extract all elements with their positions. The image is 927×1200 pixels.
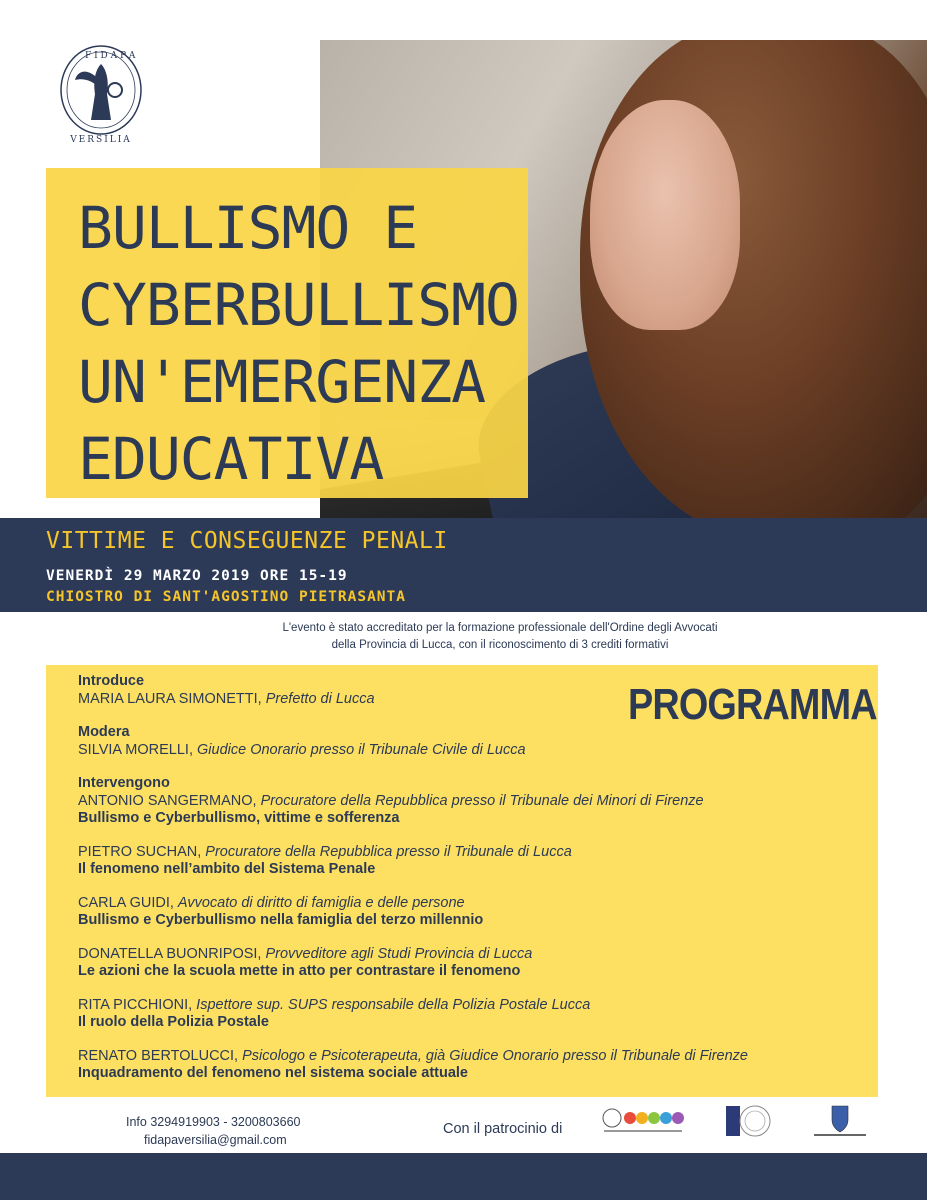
svg-text:F I D A P A: F I D A P A	[85, 51, 136, 61]
speaker-role: Prefetto di Lucca	[265, 690, 375, 707]
modera-label: Modera	[78, 724, 130, 740]
title-line-2: CYBERBULLISMO	[78, 271, 519, 339]
speaker-line	[78, 1048, 858, 1066]
speaker-topic: Bullismo e Cyberbullismo nella famiglia del terzo millennio	[78, 912, 484, 928]
speaker-line	[78, 844, 858, 862]
title-line-3: UN'EMERGENZA	[78, 348, 486, 416]
modera-line	[78, 742, 858, 760]
speaker-name: ANTONIO SANGERMANO,	[78, 792, 261, 809]
list-item	[78, 895, 858, 930]
email-link[interactable]: fidapaversilia@gmail.com	[144, 1133, 287, 1147]
footer-band	[0, 1153, 927, 1200]
intervengono-label: Intervengono	[78, 775, 170, 791]
phone-numbers: Info 3294919903 - 3200803660	[126, 1115, 301, 1129]
svg-text:VERSILIA: VERSILIA	[70, 135, 132, 144]
list-item	[78, 946, 858, 981]
speaker-name: SILVIA MORELLI,	[78, 741, 198, 758]
list-item	[78, 844, 858, 879]
list-item	[78, 775, 858, 828]
note-line-1: L'evento è stato accreditato per la formazione professionale dell'Ordine degli Avvocati	[282, 622, 718, 634]
hand-shape	[590, 100, 740, 330]
speaker-line	[78, 997, 858, 1015]
list-item	[78, 673, 858, 708]
speaker-line	[78, 895, 858, 913]
list-item	[78, 1048, 858, 1083]
title-line-1: BULLISMO E	[78, 194, 418, 262]
note-line-2: della Provincia di Lucca, con il riconoscimento di 3 crediti formativi	[331, 639, 669, 651]
info-band	[0, 518, 927, 612]
speaker-topic: Il ruolo della Polizia Postale	[78, 1014, 269, 1030]
miur-logo	[603, 1109, 684, 1132]
speaker-name: CARLA GUIDI,	[78, 894, 178, 911]
speaker-role: Provveditore agli Studi Provincia di Lucca	[265, 945, 533, 962]
introduce-label: Introduce	[78, 673, 145, 689]
speaker-role: Psicologo e Psicoterapeuta, già Giudice Onorario presso il Tribunale di Firenze	[242, 1047, 748, 1064]
speaker-line	[78, 946, 858, 964]
event-subtitle: VITTIME E CONSEGUENZE PENALI	[46, 528, 448, 554]
list-item	[78, 997, 858, 1032]
speaker-role: Procuratore della Repubblica presso il Tribunale di Lucca	[205, 843, 572, 860]
speaker-role: Avvocato di diritto di famiglia e delle persone	[177, 894, 465, 911]
programma-list	[78, 673, 858, 1099]
speaker-role: Giudice Onorario presso il Tribunale Civile di Lucca	[197, 741, 526, 758]
bar-association-logo	[726, 1106, 770, 1136]
speaker-topic: Il fenomeno nell’ambito del Sistema Penale	[78, 861, 376, 877]
programma-heading: PROGRAMMA	[628, 680, 877, 729]
event-title	[78, 190, 538, 498]
speaker-name: PIETRO SUCHAN,	[78, 843, 206, 860]
contact-info	[126, 1113, 300, 1149]
speaker-topic: Inquadramento del fenomeno nel sistema sociale attuale	[78, 1065, 468, 1081]
speaker-line	[78, 793, 858, 811]
event-place: CHIOSTRO DI SANT'AGOSTINO PIETRASANTA	[46, 589, 407, 605]
title-line-4: EDUCATIVA	[78, 425, 384, 493]
speaker-name: MARIA LAURA SIMONETTI,	[78, 690, 266, 707]
speaker-topic: Le azioni che la scuola mette in atto per contrastare il fenomeno	[78, 963, 521, 979]
speaker-role: Procuratore della Repubblica presso il Tribunale dei Minori di Firenze	[260, 792, 704, 809]
list-item	[78, 724, 858, 759]
sponsor-logos	[600, 1104, 880, 1140]
fidapa-logo	[55, 42, 147, 144]
speaker-name: DONATELLA BUONRIPOSI,	[78, 945, 266, 962]
patrocinio-label: Con il patrocinio di	[443, 1121, 563, 1137]
event-date: VENERDÌ 29 MARZO 2019 ORE 15-19	[46, 568, 348, 584]
introduce-line	[78, 691, 858, 709]
speaker-name: RITA PICCHIONI,	[78, 996, 197, 1013]
accreditation-note	[220, 620, 780, 654]
comune-pietrasanta-logo	[814, 1106, 866, 1136]
speaker-name: RENATO BERTOLUCCI,	[78, 1047, 243, 1064]
speaker-topic: Bullismo e Cyberbullismo, vittime e sofferenza	[78, 810, 400, 826]
speaker-role: Ispettore sup. SUPS responsabile della Polizia Postale Lucca	[196, 996, 591, 1013]
